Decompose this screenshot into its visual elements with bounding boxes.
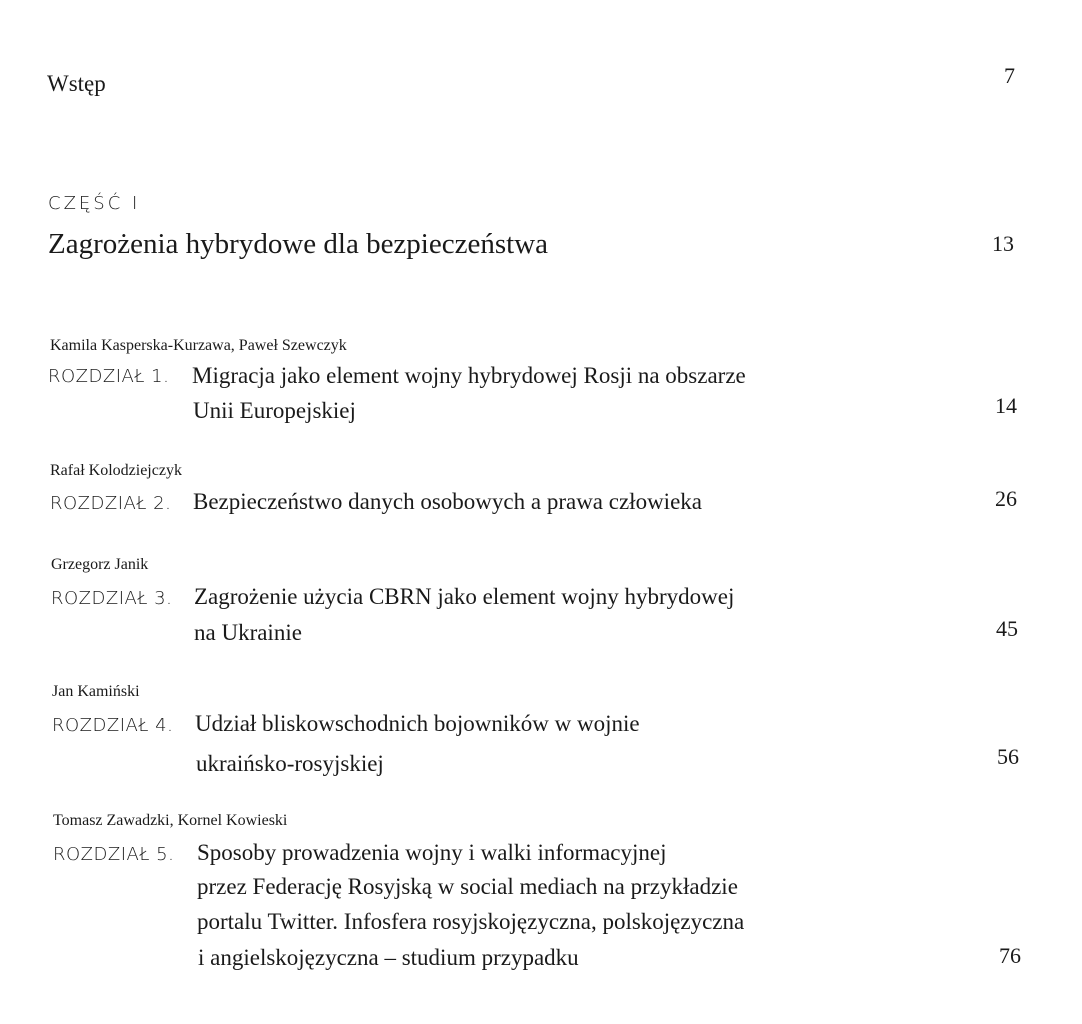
chapter-title-line: Sposoby prowadzenia wojny i walki informacyjnej — [197, 840, 667, 865]
chapter-page: 56 — [997, 744, 1019, 769]
chapter-page: 76 — [999, 943, 1021, 968]
chapter-title-line: Zagrożenie użycia CBRN jako element wojny hybrydowej — [194, 584, 735, 609]
chapter-authors: Jan Kamiński — [52, 683, 140, 700]
chapter-title-line: Migracja jako element wojny hybrydowej Rosji na obszarze — [192, 363, 746, 388]
chapter-title-line: przez Federację Rosyjską w social mediach na przykładzie — [197, 874, 738, 899]
chapter-title-line: portalu Twitter. Infosfera rosyjskojęzyczna, polskojęzyczna — [197, 909, 745, 934]
chapter-title-line: i angielskojęzyczna – studium przypadku — [198, 945, 579, 970]
intro-title: Wstęp — [47, 71, 106, 96]
part-label: CZĘŚĆ I — [48, 193, 141, 214]
intro-page: 7 — [1004, 63, 1015, 88]
chapter-title-line: Udział bliskowschodnich bojowników w wojnie — [195, 711, 640, 736]
chapter-page: 26 — [995, 486, 1017, 511]
chapter-authors: Tomasz Zawadzki, Kornel Kowieski — [53, 812, 288, 829]
chapter-title-line: ukraińsko-rosyjskiej — [196, 751, 384, 776]
chapter-page: 14 — [995, 393, 1017, 418]
chapter-label: ROZDZIAŁ 4. — [52, 715, 174, 736]
chapter-label: ROZDZIAŁ 3. — [51, 588, 173, 609]
chapter-label: ROZDZIAŁ 1. — [48, 366, 170, 387]
chapter-authors: Rafał Kolodziejczyk — [50, 462, 182, 479]
chapter-title-line: na Ukrainie — [194, 620, 302, 645]
chapter-label: ROZDZIAŁ 5. — [53, 844, 175, 865]
chapter-title-line: Unii Europejskiej — [193, 398, 356, 423]
part-title: Zagrożenia hybrydowe dla bezpieczeństwa — [48, 228, 549, 260]
chapter-label: ROZDZIAŁ 2. — [50, 493, 172, 514]
part-page: 13 — [992, 231, 1014, 256]
chapter-page: 45 — [996, 616, 1018, 641]
chapter-title-line: Bezpieczeństwo danych osobowych a prawa człowieka — [193, 489, 702, 514]
chapter-authors: Kamila Kasperska-Kurzawa, Paweł Szewczyk — [50, 337, 347, 354]
chapter-authors: Grzegorz Janik — [51, 556, 149, 573]
